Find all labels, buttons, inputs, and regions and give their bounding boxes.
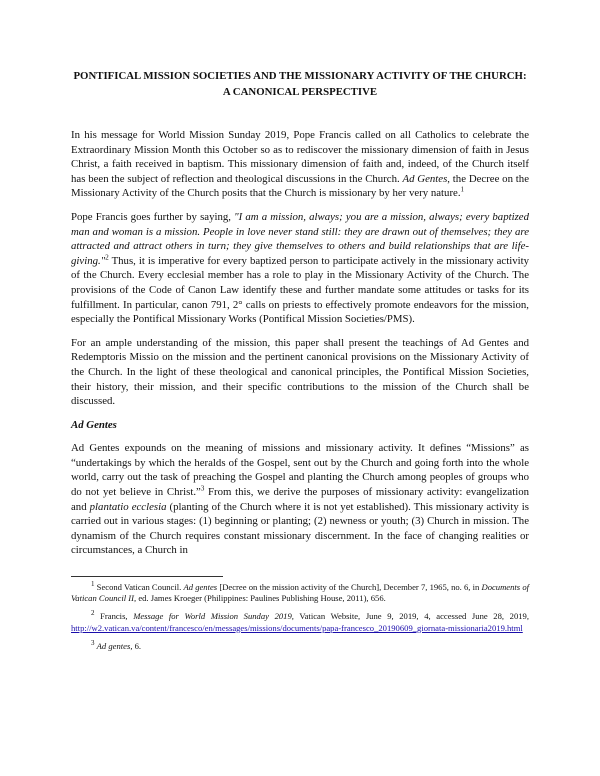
footnote-3-number: 3 <box>91 638 95 647</box>
body-text <box>71 128 529 558</box>
footnote-1-text-a: Second Vatican Council. <box>94 582 184 592</box>
page-title: PONTIFICAL MISSION SOCIETIES AND THE MISSIONARY ACTIVITY OF THE CHURCH: A CANONICAL PERSPECTIVE <box>73 70 527 98</box>
paragraph-2-text-b: Thus, it is imperative for every baptized person to participate actively in the missionary activity of the Church. Every ecclesial member has a role to play in the Missionary Activity of the Church. The provisions of the Code of Canon Law identify these and further mandate some attitudes or tasks for its fulfillment. In particular, canon 791, 2° calls on priests to effectively promote endeavors for the mission, especially the Pontifical Missionary Works (Pontifical Mission Societies/PMS). <box>71 254 529 326</box>
footnote-ref-1[interactable]: 1 <box>460 185 465 194</box>
footnote-3-text: , 6. <box>130 640 142 651</box>
paragraph-1-text-a: In his message for World Mission Sunday 2019, Pope Francis called on all Catholics to celebrate the Extraordinary Mission Month this October so as to rediscover the missionary dimension of faith in Jesus Christ, a faith received in baptism. This missionary dimension of faith and, indeed, of the Church itself has been the subject of reflection and theological discussions in the Church. <box>71 129 529 185</box>
paragraph-2 <box>71 210 529 327</box>
footnote-1-text-c: ed. James Kroeger (Philippines: Paulines Publishing House, 2011), 656. <box>136 593 386 604</box>
footnote-2-text-b: Vatican Website, June 9, 2019, 4, accessed June 28, 2019, <box>293 611 529 622</box>
footnote-1-italic-1: Ad gentes <box>183 582 218 592</box>
footnote-ref-2[interactable]: 2 <box>105 253 109 262</box>
paragraph-4-text-c: (planting of the Church where it is not yet established). This missionary activity is carried out in various stages: (1) beginning or planting; (2) newness or youth; (3) Church in mission. The dynamism of the Church requires constant missionary discernment. In the face of changing realities or circumstances, a Church in <box>71 500 529 557</box>
paragraph-4-text-b: From this, we derive the purposes of missionary activity: evangelization and <box>71 486 529 513</box>
footnote-3-italic: Ad gentes <box>96 640 131 651</box>
footnote-3 <box>71 638 529 652</box>
footnote-2-text-a: Francis, <box>94 611 134 622</box>
footnote-2 <box>71 611 529 633</box>
paragraph-1-text-b: , the Decree on the Missionary Activity of the Church posits that the Church is missionary by her very nature. <box>71 172 529 200</box>
paragraph-2-text-a: Pope Francis goes further by saying, <box>71 210 235 223</box>
paragraph-4 <box>71 441 529 558</box>
footnote-2-number: 2 <box>91 609 95 618</box>
footnote-2-italic: Message for World Mission Sunday 2019, <box>133 611 294 622</box>
footnote-1-text-b: [Decree on the mission activity of the Church], December 7, 1965, no. 6, in <box>217 582 482 592</box>
section-heading: Ad Gentes <box>71 418 117 431</box>
paragraph-3: For an ample understanding of the mission, this paper shall present the teachings of Ad Gentes and Redemptoris Missio on the mission and the pertinent canonical provisions on the Missionary Activity of the Church. In the light of these theological and canonical principles, the Pontifical Mission Societies, their history, their mission, and their specific contributions to the mission of the Church shall be discussed. <box>71 336 529 408</box>
paragraph-4-text-a: Ad Gentes expounds on the meaning of missions and missionary activity. It defines “Missions” as “undertakings by which the heralds of the Gospel, sent out by the Church and going forth into the whole world, carry out the task of preaching the Gospel and planting the Church among peoples of groups who do not yet believe in Christ.” <box>71 442 529 499</box>
footnotes <box>71 582 529 659</box>
footnote-1 <box>71 582 529 604</box>
paragraph-4-italic: plantatio ecclesia <box>89 500 167 513</box>
footnote-divider <box>71 576 223 577</box>
paragraph-2-quote: "I am a mission, always; you are a mission, always; every baptized man and woman is a mission. People in love never stand still: they are drawn out of themselves; they are attracted and attract others in turn; they give themselves to others and build relationships that are life-giving." <box>71 210 529 267</box>
footnote-1-italic-2: Documents of Vatican Council II, <box>71 582 530 604</box>
paragraph-1 <box>71 128 529 201</box>
footnote-ref-3[interactable]: 3 <box>200 484 205 493</box>
footnote-1-number: 1 <box>91 580 95 589</box>
paragraph-1-italic: Ad Gentes <box>402 172 448 185</box>
footnote-2-link[interactable]: http://w2.vatican.va/content/francesco/en/messages/missions/documents/papa-francesco_20190609_giornata-missionaria2019.html <box>71 622 523 633</box>
